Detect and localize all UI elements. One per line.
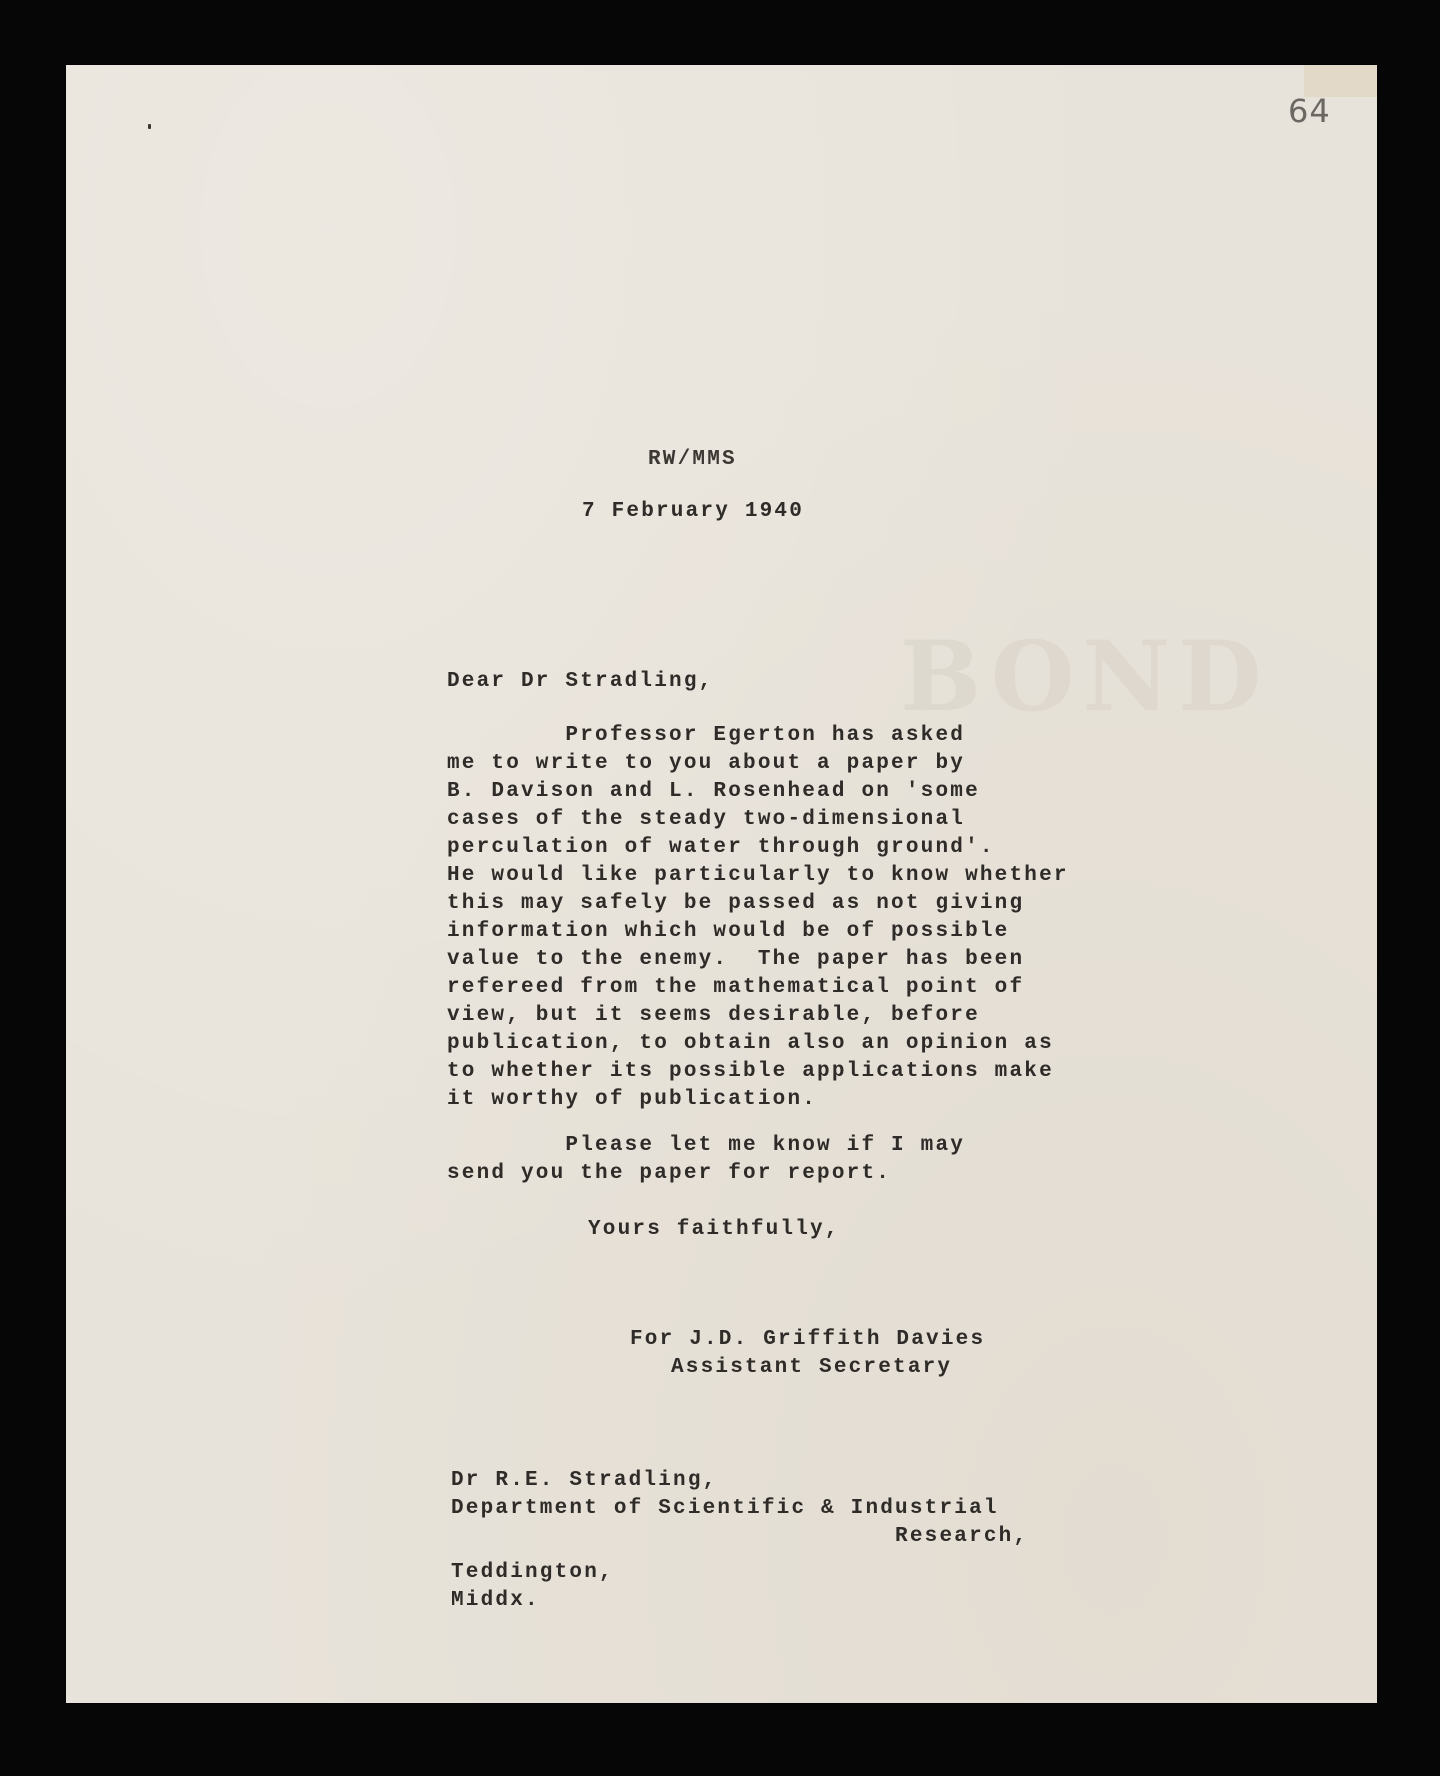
addressee-line: Research, — [451, 1525, 1029, 1548]
body-paragraph-2 — [447, 1132, 965, 1188]
body-line: Professor Egerton has asked — [447, 724, 966, 747]
letter-date: 7 February 1940 — [582, 500, 805, 523]
body-line: cases of the steady two-dimensional — [447, 808, 966, 831]
body-paragraph-1 — [447, 722, 1069, 1114]
page-number-annotation: 64 — [1288, 92, 1331, 130]
body-line: B. Davison and L. Rosenhead on 'some — [447, 780, 980, 803]
body-line: perculation of water through ground'. — [447, 836, 995, 859]
body-line: information which would be of possible — [447, 920, 1010, 943]
addressee-line: Middx. — [451, 1589, 540, 1612]
reference-code: RW/MMS — [648, 448, 737, 471]
salutation: Dear Dr Stradling, — [447, 670, 714, 693]
body-line: refereed from the mathematical point of — [447, 976, 1025, 999]
signature-line-2: Assistant Secretary — [671, 1356, 953, 1379]
addressee-block — [451, 1467, 1028, 1615]
paper-watermark: BOND — [900, 620, 1270, 733]
body-line: me to write to you about a paper by — [447, 752, 966, 775]
body-line: He would like particularly to know whether — [447, 864, 1069, 887]
signature-line-1: For J.D. Griffith Davies — [630, 1328, 986, 1351]
body-line: to whether its possible applications make — [447, 1060, 1054, 1083]
body-line: view, but it seems desirable, before — [447, 1004, 980, 1027]
addressee-line: Department of Scientific & Industrial — [451, 1497, 999, 1520]
body-line: this may safely be passed as not giving — [447, 892, 1025, 915]
paper-blemish — [148, 124, 151, 129]
body-line: value to the enemy. The paper has been — [447, 948, 1025, 971]
body-line: Please let me know if I may — [447, 1134, 966, 1157]
body-line: it worthy of publication. — [447, 1088, 818, 1111]
closing: Yours faithfully, — [588, 1218, 840, 1241]
body-line: publication, to obtain also an opinion as — [447, 1032, 1054, 1055]
addressee-line: Teddington, — [451, 1561, 614, 1584]
addressee-line: Dr R.E. Stradling, — [451, 1469, 718, 1492]
body-line: send you the paper for report. — [447, 1162, 892, 1185]
